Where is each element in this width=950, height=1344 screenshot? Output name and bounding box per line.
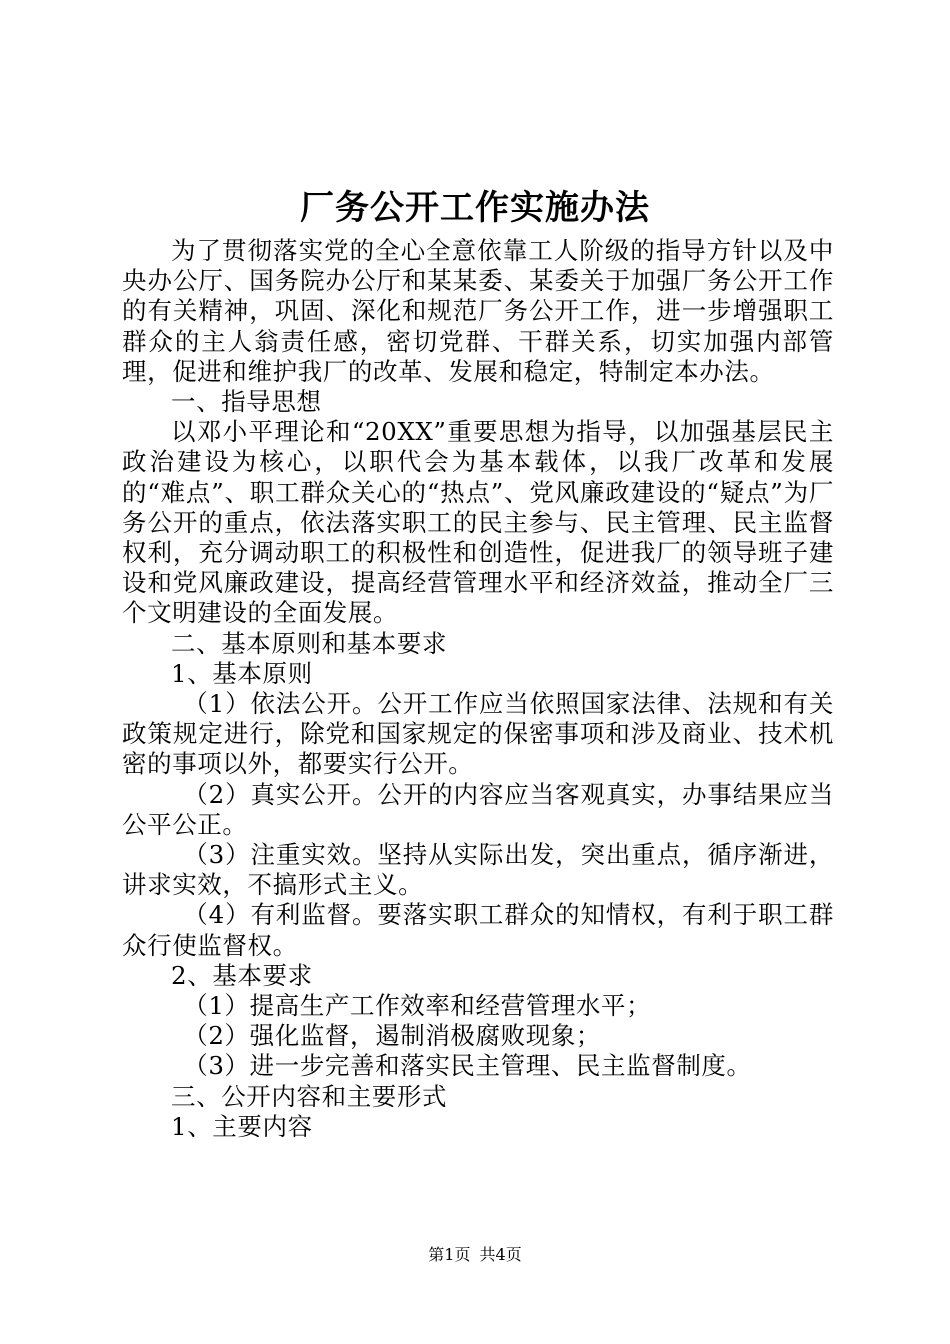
- subsection-heading-basic-principles: 1、基本原则: [171, 658, 313, 688]
- principle-item-1: （1）依法公开。公开工作应当依照国家法律、法规和有关政策规定进行，除党和国家规定的保密事项和涉及商业、技术机密的事项以外，都要实行公开。: [122, 689, 834, 779]
- principle-item-2: （2）真实公开。公开的内容应当客观真实，办事结果应当公平公正。: [122, 779, 834, 839]
- principle-item-3: （3）注重实效。坚持从实际出发，突出重点，循序渐进，讲求实效，不搞形式主义。: [122, 840, 834, 900]
- requirement-item-2: （2）强化监督，遏制消极腐败现象；: [183, 1021, 602, 1051]
- subsection-heading-basic-requirements: 2、基本要求: [171, 960, 313, 990]
- page-total: 共4页: [479, 1245, 522, 1264]
- guiding-ideology-paragraph: 以邓小平理论和“20XX”重要思想为指导，以加强基层民主政治建设为核心，以职代会为基本载体，以我厂改革和发展的“难点”、职工群众关心的“热点”、党风廉政建设的“疑点”为厂务公开的重点，依法落实职工的民主参与、民主管理、民主监督权利，充分调动职工的积极性和创造性，促进我厂的领导班子建设和党风廉政建设，提高经营管理水平和经济效益，推动全厂三个文明建设的全面发展。: [122, 417, 834, 628]
- document-body: [122, 236, 834, 1142]
- intro-paragraph: 为了贯彻落实党的全心全意依靠工人阶级的指导方针以及中央办公厅、国务院办公厅和某某委、某委关于加强厂务公开工作的有关精神，巩固、深化和规范厂务公开工作，进一步增强职工群众的主人翁责任感，密切党群、干群关系，切实加强内部管理，促进和维护我厂的改革、发展和稳定，特制定本办法。: [122, 236, 834, 386]
- page-number: 第1页: [428, 1245, 471, 1264]
- section-heading-guiding-ideology: 一、指导思想: [171, 387, 322, 417]
- requirement-item-3: （3）进一步完善和落实民主管理、民主监督制度。: [183, 1051, 752, 1081]
- section-heading-principles: 二、基本原则和基本要求: [171, 628, 448, 658]
- section-heading-content-forms: 三、公开内容和主要形式: [171, 1081, 448, 1111]
- document-title: 厂务公开工作实施办法: [300, 188, 650, 228]
- subsection-heading-main-content: 1、主要内容: [171, 1111, 313, 1141]
- requirement-item-1: （1）提高生产工作效率和经营管理水平；: [183, 991, 652, 1021]
- page-footer: [0, 1243, 950, 1267]
- principle-item-4: （4）有利监督。要落实职工群众的知情权，有利于职工群众行使监督权。: [122, 900, 834, 960]
